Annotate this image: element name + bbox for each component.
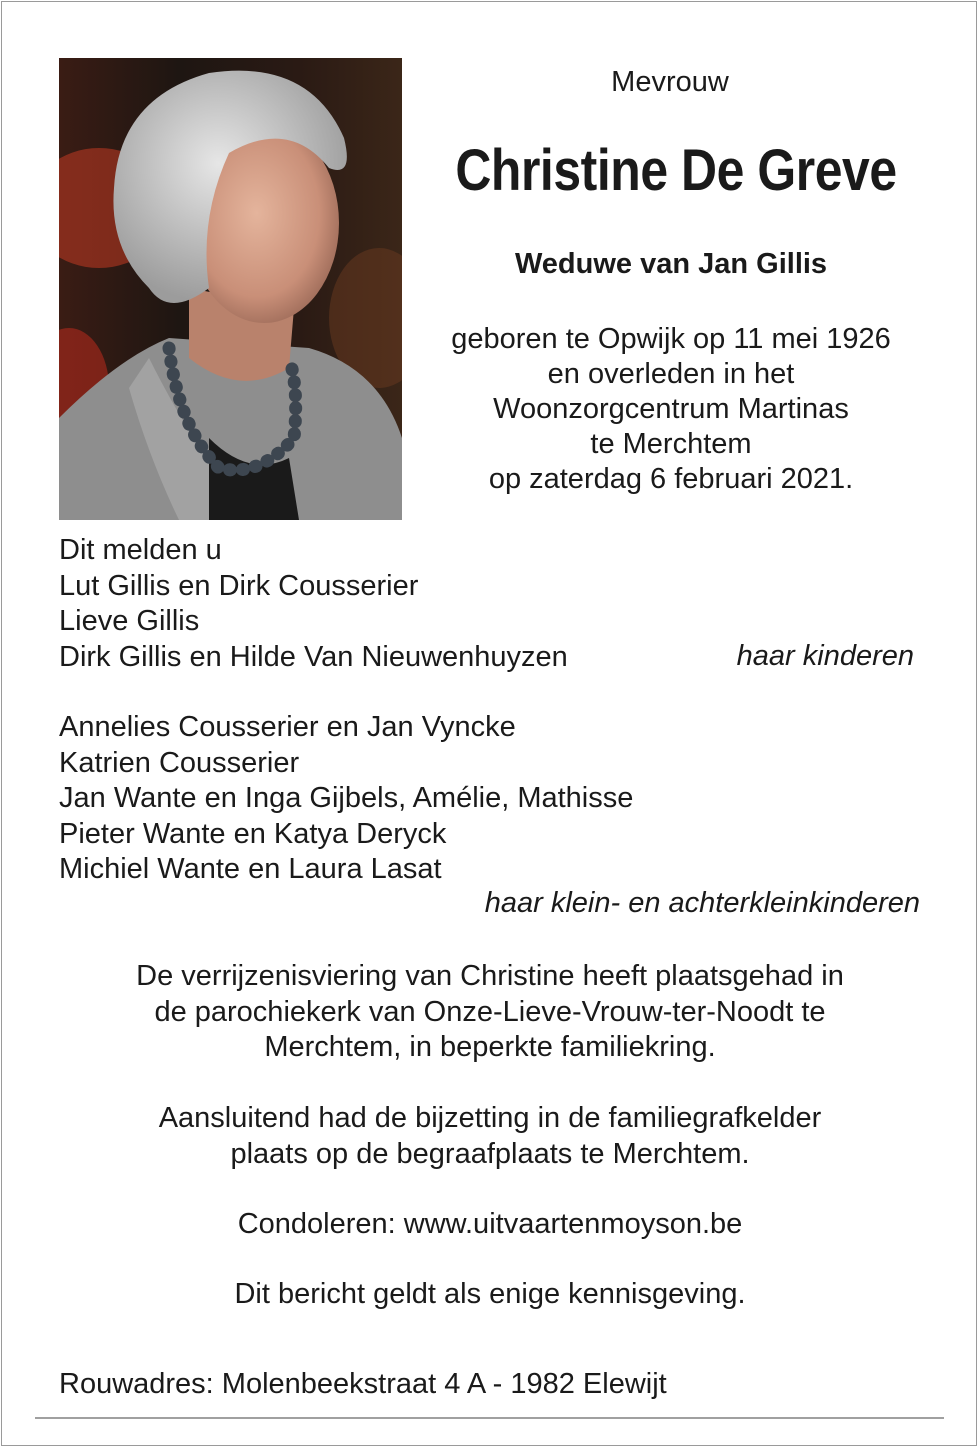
deceased-name: Christine De Greve xyxy=(455,138,897,203)
service-paragraph xyxy=(60,959,920,1066)
burial-paragraph xyxy=(60,1101,920,1172)
announcement-line: Dit melden u xyxy=(59,534,222,566)
bio-line: en overleden in het xyxy=(547,358,795,390)
burial-line: plaats op de begraafplaats te Merchtem. xyxy=(230,1137,750,1170)
condolences-line: Condoleren: www.uitvaartenmoyson.be xyxy=(237,1208,743,1240)
bio-line: geboren te Opwijk op 11 mei 1926 xyxy=(451,323,891,355)
announcement-list xyxy=(59,533,568,675)
children-role: haar kinderen xyxy=(736,640,914,672)
grandchild-line: Annelies Cousserier en Jan Vyncke xyxy=(59,711,516,743)
announcement-line: Dirk Gillis en Hilde Van Nieuwenhuyzen xyxy=(59,640,568,673)
grandchildren-list xyxy=(59,710,633,888)
bottom-divider xyxy=(35,1417,944,1419)
service-line: Merchtem, in beperkte familiekring. xyxy=(264,1031,716,1063)
bio-line: te Merchtem xyxy=(590,428,752,460)
grandchild-line: Pieter Wante en Katya Deryck xyxy=(59,817,447,850)
announcement-line: Lut Gillis en Dirk Cousserier xyxy=(59,569,419,602)
grandchildren-role: haar klein- en achterkleinkinderen xyxy=(484,887,920,919)
title-prefix: Mevrouw xyxy=(611,66,729,98)
bio-line: op zaterdag 6 februari 2021. xyxy=(488,463,854,495)
widow-line: Weduwe van Jan Gillis xyxy=(514,248,828,280)
mourning-address: Rouwadres: Molenbeekstraat 4 A - 1982 Elewijt xyxy=(59,1368,667,1400)
grandchild-line: Jan Wante en Inga Gijbels, Amélie, Mathisse xyxy=(59,782,634,814)
service-line: De verrijzenisviering van Christine heeft plaatsgehad in xyxy=(136,960,844,992)
grandchild-line: Michiel Wante en Laura Lasat xyxy=(59,853,442,885)
portrait-photo xyxy=(59,58,402,520)
bio-line: Woonzorgcentrum Martinas xyxy=(493,393,849,425)
notice-line: Dit bericht geldt als enige kennisgeving. xyxy=(234,1278,746,1310)
announcement-line: Lieve Gillis xyxy=(59,605,200,637)
service-line: de parochiekerk van Onze-Lieve-Vrouw-ter-Noodt te xyxy=(154,995,826,1028)
biography xyxy=(420,322,922,497)
grandchild-line: Katrien Cousserier xyxy=(59,746,300,779)
burial-line: Aansluitend had de bijzetting in de familiegrafkelder xyxy=(158,1102,822,1134)
